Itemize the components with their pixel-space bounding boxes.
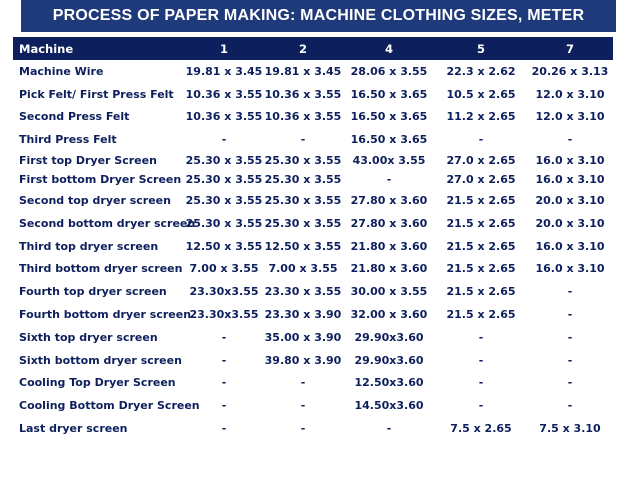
size-cell: 7.5 x 3.10 xyxy=(539,422,601,436)
table-row xyxy=(13,417,613,440)
size-cell: 20.0 x 3.10 xyxy=(535,194,605,208)
size-cell: - xyxy=(567,399,573,413)
size-cell: 21.80 x 3.60 xyxy=(350,262,428,276)
table-row xyxy=(13,151,613,170)
size-cell: 27.0 x 2.65 xyxy=(446,173,516,187)
row-label-cell: Sixth top dryer screen xyxy=(19,330,158,344)
table-row xyxy=(13,303,613,326)
size-cell: 7.5 x 2.65 xyxy=(450,422,512,436)
table-row xyxy=(13,106,613,129)
size-cell: 19.81 x 3.45 xyxy=(264,64,342,78)
size-cell: 25.30 x 3.55 xyxy=(264,154,342,168)
size-cell: - xyxy=(221,330,227,344)
size-cell: 16.50 x 3.65 xyxy=(350,110,428,124)
size-cell: 12.0 x 3.10 xyxy=(535,87,605,101)
row-label-cell: Machine Wire xyxy=(19,64,104,78)
row-label-cell: Third bottom dryer screen xyxy=(19,262,183,276)
size-cell: - xyxy=(478,133,484,147)
table-row xyxy=(13,212,613,235)
size-cell: - xyxy=(221,376,227,390)
row-label-cell: Cooling Bottom Dryer Screen xyxy=(19,399,200,413)
size-cell: 11.2 x 2.65 xyxy=(446,110,516,124)
table-row xyxy=(13,394,613,417)
size-cell: - xyxy=(478,353,484,367)
size-cell: 27.80 x 3.60 xyxy=(350,216,428,230)
row-label-cell: Second top dryer screen xyxy=(19,194,171,208)
size-cell: 16.0 x 3.10 xyxy=(535,173,605,187)
size-cell: 12.50 x 3.55 xyxy=(264,239,342,253)
size-cell: - xyxy=(567,353,573,367)
size-cell: 29.90x3.60 xyxy=(354,330,424,344)
size-cell: 25.30 x 3.55 xyxy=(185,154,263,168)
size-cell: - xyxy=(478,330,484,344)
size-cell: 10.36 x 3.55 xyxy=(185,87,263,101)
column-header-machine: Machine xyxy=(13,37,185,60)
title-bar xyxy=(21,0,616,32)
size-cell: 16.50 x 3.65 xyxy=(350,133,428,147)
size-cell: - xyxy=(300,133,306,147)
table-row xyxy=(13,189,613,212)
size-cell: 10.5 x 2.65 xyxy=(446,87,516,101)
size-cell: 25.30 x 3.55 xyxy=(264,173,342,187)
size-cell: 16.50 x 3.65 xyxy=(350,87,428,101)
size-cell: 32.00 x 3.60 xyxy=(350,308,428,322)
size-cell: - xyxy=(221,399,227,413)
size-cell: 23.30x3.55 xyxy=(189,285,259,299)
table-row xyxy=(13,170,613,189)
size-cell: 16.0 x 3.10 xyxy=(535,239,605,253)
size-cell: 29.90x3.60 xyxy=(354,353,424,367)
size-cell: - xyxy=(386,422,392,436)
size-cell: - xyxy=(386,173,392,187)
size-cell: 43.00x 3.55 xyxy=(352,154,426,168)
row-label-cell: First top Dryer Screen xyxy=(19,154,157,168)
row-label-cell: Fourth bottom dryer screen xyxy=(19,308,192,322)
size-cell: 19.81 x 3.45 xyxy=(185,64,263,78)
size-cell: 21.5 x 2.65 xyxy=(446,308,516,322)
size-cell: 25.30 x 3.55 xyxy=(185,173,263,187)
row-label-cell: Second Press Felt xyxy=(19,110,130,124)
size-cell: - xyxy=(300,376,306,390)
size-cell: 14.50x3.60 xyxy=(354,399,424,413)
size-cell: 12.50 x 3.55 xyxy=(185,239,263,253)
size-cell: 30.00 x 3.55 xyxy=(350,285,428,299)
column-header-4: 4 xyxy=(343,37,435,60)
table-row xyxy=(13,128,613,151)
size-cell: 21.5 x 2.65 xyxy=(446,194,516,208)
size-cell: 7.00 x 3.55 xyxy=(189,262,259,276)
size-cell: 23.30x3.55 xyxy=(189,308,259,322)
size-cell: 10.36 x 3.55 xyxy=(264,110,342,124)
row-label-cell: Third top dryer screen xyxy=(19,239,159,253)
row-label-cell: Second bottom dryer screen xyxy=(19,216,196,230)
row-label-cell: Pick Felt/ First Press Felt xyxy=(19,87,174,101)
size-cell: - xyxy=(221,353,227,367)
size-cell: 28.06 x 3.55 xyxy=(350,64,428,78)
size-cell: 39.80 x 3.90 xyxy=(264,353,342,367)
row-label-cell: Cooling Top Dryer Screen xyxy=(19,376,176,390)
row-label-cell: Third Press Felt xyxy=(19,133,117,147)
column-header-2: 2 xyxy=(263,37,343,60)
size-cell: 12.0 x 3.10 xyxy=(535,110,605,124)
size-cell: - xyxy=(567,330,573,344)
column-header-5: 5 xyxy=(435,37,527,60)
row-label-cell: Fourth top dryer screen xyxy=(19,285,167,299)
size-cell: 16.0 x 3.10 xyxy=(535,154,605,168)
size-cell: 25.30 x 3.55 xyxy=(264,216,342,230)
size-cell: 25.30 x 3.55 xyxy=(185,216,263,230)
column-header-7: 7 xyxy=(527,37,613,60)
size-cell: - xyxy=(567,376,573,390)
table-header-row xyxy=(13,37,613,60)
size-cell: - xyxy=(478,399,484,413)
size-cell: 10.36 x 3.55 xyxy=(264,87,342,101)
table-row xyxy=(13,326,613,349)
size-cell: 20.0 x 3.10 xyxy=(535,216,605,230)
size-cell: 12.50x3.60 xyxy=(354,376,424,390)
table-row xyxy=(13,60,613,83)
size-cell: - xyxy=(221,422,227,436)
size-cell: - xyxy=(300,399,306,413)
table-body xyxy=(13,60,613,440)
size-cell: 16.0 x 3.10 xyxy=(535,262,605,276)
size-cell: 21.5 x 2.65 xyxy=(446,285,516,299)
size-cell: 23.30 x 3.90 xyxy=(264,308,342,322)
size-cell: 21.80 x 3.60 xyxy=(350,239,428,253)
size-cell: - xyxy=(300,422,306,436)
size-cell: 27.80 x 3.60 xyxy=(350,194,428,208)
size-cell: 7.00 x 3.55 xyxy=(268,262,338,276)
size-cell: 20.26 x 3.13 xyxy=(531,64,609,78)
size-cell: - xyxy=(478,376,484,390)
size-cell: 25.30 x 3.55 xyxy=(185,194,263,208)
size-cell: 21.5 x 2.65 xyxy=(446,216,516,230)
table-row xyxy=(13,280,613,303)
row-label-cell: Sixth bottom dryer screen xyxy=(19,353,182,367)
size-cell: - xyxy=(567,285,573,299)
table-row xyxy=(13,349,613,372)
column-header-1: 1 xyxy=(185,37,263,60)
size-cell: - xyxy=(567,308,573,322)
table-row xyxy=(13,372,613,395)
page-title: PROCESS OF PAPER MAKING: MACHINE CLOTHING SIZES, METER xyxy=(52,7,585,24)
size-cell: 35.00 x 3.90 xyxy=(264,330,342,344)
size-cell: 23.30 x 3.55 xyxy=(264,285,342,299)
size-cell: 27.0 x 2.65 xyxy=(446,154,516,168)
size-cell: - xyxy=(567,133,573,147)
row-label-cell: Last dryer screen xyxy=(19,422,128,436)
machine-clothing-table xyxy=(13,37,613,440)
table-row xyxy=(13,83,613,106)
size-cell: 10.36 x 3.55 xyxy=(185,110,263,124)
size-cell: 25.30 x 3.55 xyxy=(264,194,342,208)
size-cell: 22.3 x 2.62 xyxy=(446,64,516,78)
table-row xyxy=(13,258,613,281)
size-cell: 21.5 x 2.65 xyxy=(446,262,516,276)
row-label-cell: First bottom Dryer Screen xyxy=(19,173,182,187)
size-cell: - xyxy=(221,133,227,147)
table-row xyxy=(13,235,613,258)
size-cell: 21.5 x 2.65 xyxy=(446,239,516,253)
